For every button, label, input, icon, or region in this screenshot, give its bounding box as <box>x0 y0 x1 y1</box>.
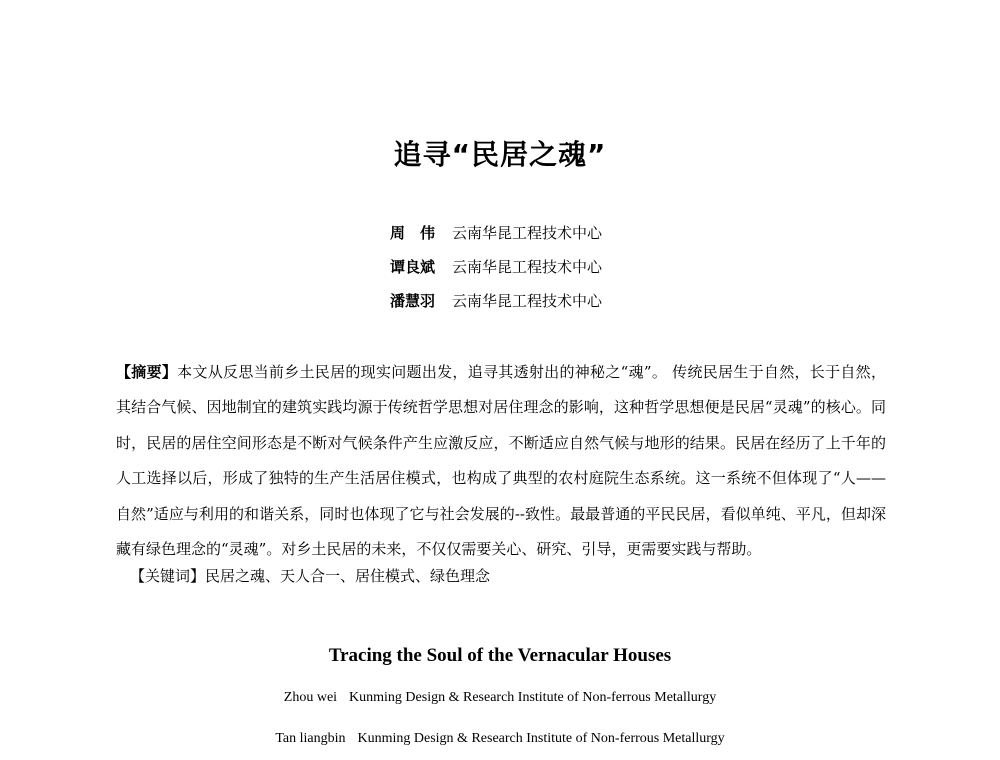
abstract-text: 本文从反思当前乡土民居的现实问题出发，追寻其透射出的神秘之“魂”。 传统民居生于自然，长于自然，其结合气候、因地制宜的建筑实践均源于传统哲学思想对居住理念的影响，这种哲学思想便是民居“灵魂”的核心。同时，民居的居住空间形态是不断对气候条件产生应激反应，不断适应自然气候与地形的结果。民居在经历了上千年的人工选择以后，形成了独特的生产生活居住模式，也构成了典型的农村庭院生态系统。这一系统不但体现了“人——自然”适应与利用的和谐关系，同时也体现了它与社会发展的--致性。最最普通的平民民居，看似单纯、平凡，但却深藏有绿色理念的“灵魂”。对乡土民居的未来，不仅仅需要关心、研究、引导，更需要实践与帮助。 <box>116 363 886 559</box>
english-author-row <box>0 690 1000 706</box>
author-name: 周 伟 <box>390 224 436 242</box>
english-author-row <box>0 731 1000 747</box>
english-title: Tracing the Soul of the Vernacular Houses <box>328 645 672 666</box>
keywords-label: 【关键词】 <box>130 567 206 585</box>
english-author-name: Zhou wei <box>283 690 338 705</box>
abstract-label: 【摘要】 <box>116 363 178 381</box>
english-author-affiliation: Kunming Design & Research Institute of Non-ferrous Metallurgy <box>357 731 725 746</box>
keywords <box>130 565 490 586</box>
author-affiliation: 云南华昆工程技术中心 <box>452 258 603 276</box>
abstract <box>116 355 886 567</box>
author-affiliation: 云南华昆工程技术中心 <box>452 224 603 242</box>
author-name: 谭良斌 <box>390 258 436 276</box>
english-author-name: Tan liangbin <box>275 731 346 746</box>
author-affiliation: 云南华昆工程技术中心 <box>452 292 603 310</box>
author-row <box>390 222 602 244</box>
paper-title: 追寻“民居之魂” <box>393 138 607 171</box>
author-row <box>390 256 602 278</box>
keywords-text: 民居之魂、天人合一、居住模式、绿色理念 <box>205 567 491 585</box>
english-author-affiliation: Kunming Design & Research Institute of Non-ferrous Metallurgy <box>349 690 717 705</box>
author-name: 潘慧羽 <box>390 292 436 310</box>
author-row <box>390 290 602 312</box>
